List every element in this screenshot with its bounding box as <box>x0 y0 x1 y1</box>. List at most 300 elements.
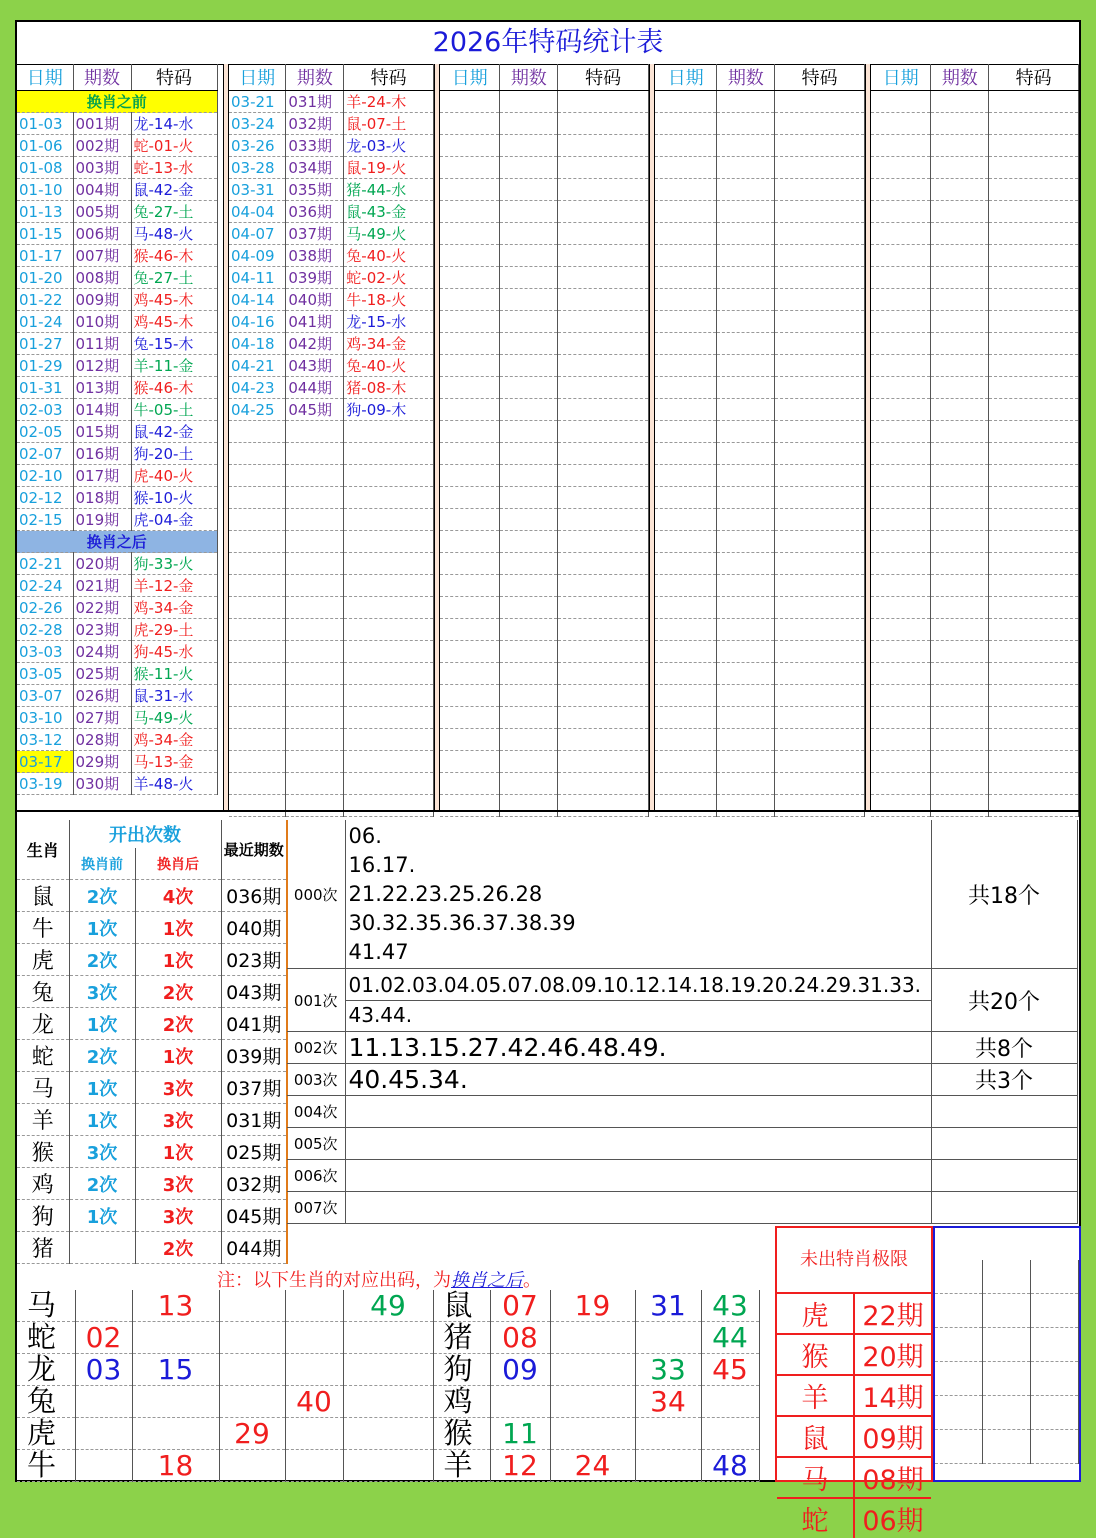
record-date: 01-31 <box>17 377 73 399</box>
record-code <box>558 91 649 113</box>
record-row <box>871 531 1079 553</box>
record-row <box>229 355 434 377</box>
record-period: 022期 <box>73 597 131 619</box>
record-period <box>717 531 775 553</box>
record-date <box>229 531 286 553</box>
record-row <box>871 619 1079 641</box>
record-period <box>500 575 558 597</box>
grid-number <box>285 1322 343 1354</box>
record-period <box>500 113 558 135</box>
freq-label-7: 007次 <box>287 1192 345 1224</box>
record-row <box>440 421 649 443</box>
record-row <box>655 685 865 707</box>
limit-period: 06期 <box>862 1506 924 1537</box>
record-code <box>558 465 649 487</box>
record-period <box>717 399 775 421</box>
record-date <box>871 91 931 113</box>
record-date <box>229 443 286 465</box>
freq-total-2: 共8个 <box>931 1032 1077 1064</box>
freq-total-0: 共18个 <box>931 820 1077 969</box>
record-code <box>989 707 1079 729</box>
record-code <box>344 509 434 531</box>
record-row <box>17 245 217 267</box>
record-period <box>500 399 558 421</box>
record-row <box>655 179 865 201</box>
grid-zodiac: 兔 <box>17 1386 75 1418</box>
record-date <box>655 619 717 641</box>
grid-number <box>75 1386 132 1418</box>
record-date <box>871 487 931 509</box>
record-date <box>655 729 717 751</box>
record-date: 02-26 <box>17 597 73 619</box>
record-period <box>717 443 775 465</box>
record-code <box>775 465 865 487</box>
record-date <box>655 289 717 311</box>
record-row <box>229 619 434 641</box>
header-recent: 最近期数 <box>221 820 287 880</box>
record-date <box>440 707 500 729</box>
record-period <box>931 421 989 443</box>
record-code <box>558 443 649 465</box>
header-before: 换肖前 <box>69 848 135 880</box>
record-period: 012期 <box>73 355 131 377</box>
record-date: 02-21 <box>17 553 73 575</box>
record-date: 02-28 <box>17 619 73 641</box>
record-code <box>775 179 865 201</box>
freq-line: 21.22.23.25.26.28 <box>348 881 543 906</box>
limit-zodiac: 羊 <box>777 1375 854 1416</box>
record-code <box>989 751 1079 773</box>
record-period: 014期 <box>73 399 131 421</box>
zodiac-name: 猴 <box>17 1136 69 1168</box>
record-code: 羊-24-木 <box>344 91 434 113</box>
count-before: 1次 <box>69 912 135 944</box>
header-period: 期数 <box>73 64 131 91</box>
grid-number <box>219 1386 285 1418</box>
record-code <box>344 487 434 509</box>
record-period <box>500 443 558 465</box>
record-period <box>286 619 344 641</box>
record-period: 044期 <box>286 377 344 399</box>
zodiac-row <box>17 1232 287 1264</box>
record-code <box>775 751 865 773</box>
grid-row <box>17 1386 759 1418</box>
record-date <box>655 685 717 707</box>
record-period <box>717 641 775 663</box>
record-code <box>344 553 434 575</box>
grid-number: 44 <box>701 1322 759 1354</box>
record-row <box>655 289 865 311</box>
record-row <box>655 487 865 509</box>
record-period: 040期 <box>286 289 344 311</box>
grid-zodiac: 羊 <box>433 1450 490 1482</box>
limit-row <box>777 1416 931 1457</box>
record-code: 马-13-金 <box>131 751 217 773</box>
record-row <box>655 245 865 267</box>
record-row <box>655 91 865 113</box>
record-period <box>931 597 989 619</box>
record-period: 020期 <box>73 553 131 575</box>
record-code <box>989 355 1079 377</box>
record-code <box>558 553 649 575</box>
record-row <box>440 91 649 113</box>
record-period <box>286 751 344 773</box>
record-code: 猴-46-木 <box>131 377 217 399</box>
record-row <box>655 619 865 641</box>
freq-label-5: 005次 <box>287 1128 345 1160</box>
record-row <box>229 531 434 553</box>
record-period: 031期 <box>286 91 344 113</box>
record-period <box>717 465 775 487</box>
grid-number <box>219 1290 285 1322</box>
record-code <box>989 619 1079 641</box>
record-row <box>440 575 649 597</box>
record-row <box>229 641 434 663</box>
record-date <box>655 377 717 399</box>
record-row <box>871 267 1079 289</box>
record-row <box>440 487 649 509</box>
record-row <box>655 531 865 553</box>
record-date <box>440 663 500 685</box>
record-row <box>440 751 649 773</box>
record-date <box>871 289 931 311</box>
grid-number <box>550 1322 635 1354</box>
limit-box <box>775 1226 933 1537</box>
record-date <box>871 311 931 333</box>
limit-row <box>777 1498 931 1538</box>
record-row <box>871 201 1079 223</box>
record-period <box>717 201 775 223</box>
record-code <box>558 289 649 311</box>
count-after: 1次 <box>135 944 221 976</box>
record-row <box>655 333 865 355</box>
record-period: 023期 <box>73 619 131 641</box>
record-code: 狗-09-木 <box>344 399 434 421</box>
grid-number <box>285 1290 343 1322</box>
record-row <box>655 223 865 245</box>
record-row <box>17 289 217 311</box>
limit-title: 未出特肖极限 <box>777 1228 931 1294</box>
record-date <box>871 377 931 399</box>
record-date <box>655 267 717 289</box>
stats-sheet <box>15 20 1081 1537</box>
count-after: 3次 <box>135 1104 221 1136</box>
record-code <box>989 729 1079 751</box>
record-code <box>989 267 1079 289</box>
record-row <box>655 267 865 289</box>
record-code: 兔-40-火 <box>344 355 434 377</box>
grid-number <box>343 1386 433 1418</box>
record-period <box>286 487 344 509</box>
record-period <box>931 795 989 817</box>
grid-number: 31 <box>635 1290 701 1322</box>
count-before: 2次 <box>69 1168 135 1200</box>
header-code: 特码 <box>131 64 217 91</box>
record-period: 041期 <box>286 311 344 333</box>
record-period <box>500 641 558 663</box>
record-row <box>440 663 649 685</box>
record-date <box>229 707 286 729</box>
record-date <box>655 245 717 267</box>
record-date: 01-29 <box>17 355 73 377</box>
zodiac-row <box>17 1040 287 1072</box>
record-period: 019期 <box>73 509 131 531</box>
record-code <box>989 377 1079 399</box>
record-code <box>989 509 1079 531</box>
header-code: 特码 <box>558 64 649 91</box>
zodiac-name: 马 <box>17 1072 69 1104</box>
freq-numbers-5 <box>345 1128 931 1160</box>
record-period <box>931 245 989 267</box>
record-date: 01-10 <box>17 179 73 201</box>
record-date <box>655 179 717 201</box>
record-date: 01-13 <box>17 201 73 223</box>
record-period <box>500 377 558 399</box>
record-row <box>17 421 217 443</box>
record-period: 021期 <box>73 575 131 597</box>
record-period <box>931 509 989 531</box>
record-period: 016期 <box>73 443 131 465</box>
record-period: 024期 <box>73 641 131 663</box>
record-period <box>717 333 775 355</box>
grid-zodiac: 牛 <box>17 1450 75 1482</box>
record-code <box>558 355 649 377</box>
record-code: 蛇-13-水 <box>131 157 217 179</box>
record-code: 马-49-火 <box>131 707 217 729</box>
record-row <box>871 399 1079 421</box>
recent-period: 025期 <box>221 1136 287 1168</box>
record-code <box>558 245 649 267</box>
record-code <box>775 597 865 619</box>
count-after: 2次 <box>135 976 221 1008</box>
record-date <box>229 619 286 641</box>
record-code <box>344 795 434 817</box>
record-row <box>655 421 865 443</box>
section-before-label: 换肖之前 <box>17 91 217 113</box>
record-date <box>440 113 500 135</box>
record-period: 027期 <box>73 707 131 729</box>
recent-period: 032期 <box>221 1168 287 1200</box>
record-row <box>655 465 865 487</box>
zodiac-row <box>17 1200 287 1232</box>
note-link[interactable]: 换肖之后 <box>451 1270 523 1291</box>
record-period: 015期 <box>73 421 131 443</box>
record-date <box>229 795 286 817</box>
record-code <box>558 201 649 223</box>
grid-zodiac: 狗 <box>433 1354 490 1386</box>
record-code: 虎-04-金 <box>131 509 217 531</box>
record-code: 牛-18-火 <box>344 289 434 311</box>
record-row <box>440 531 649 553</box>
record-period <box>717 795 775 817</box>
record-table-2 <box>229 64 434 817</box>
grid-number <box>75 1418 132 1450</box>
record-date: 01-06 <box>17 135 73 157</box>
record-code <box>775 619 865 641</box>
record-date: 01-27 <box>17 333 73 355</box>
record-period <box>717 135 775 157</box>
record-row <box>229 487 434 509</box>
draw-record-section <box>17 64 1079 810</box>
record-code <box>989 553 1079 575</box>
record-row <box>440 795 649 817</box>
record-period <box>500 179 558 201</box>
record-row <box>871 289 1079 311</box>
record-row <box>229 575 434 597</box>
record-code <box>558 729 649 751</box>
record-code <box>558 267 649 289</box>
record-code <box>989 597 1079 619</box>
grid-number: 09 <box>490 1354 550 1386</box>
zodiac-row <box>17 976 287 1008</box>
record-date <box>655 707 717 729</box>
record-table-4 <box>655 64 865 817</box>
grid-row <box>17 1290 759 1322</box>
record-period <box>931 113 989 135</box>
record-period <box>717 487 775 509</box>
blue-frame-box <box>933 1226 1081 1482</box>
limit-row <box>777 1294 931 1334</box>
grid-zodiac: 蛇 <box>17 1322 75 1354</box>
record-period <box>500 223 558 245</box>
record-date <box>229 641 286 663</box>
grid-number: 18 <box>132 1450 219 1482</box>
recent-period: 043期 <box>221 976 287 1008</box>
record-code <box>989 399 1079 421</box>
record-row <box>17 267 217 289</box>
record-period <box>500 311 558 333</box>
record-date: 04-25 <box>229 399 286 421</box>
record-code <box>558 751 649 773</box>
freq-line: 41.47 <box>348 939 409 964</box>
record-code: 鼠-07-土 <box>344 113 434 135</box>
freq-label-1: 001次 <box>287 969 345 1032</box>
record-date <box>440 201 500 223</box>
record-date <box>871 465 931 487</box>
record-row <box>871 751 1079 773</box>
zodiac-name: 鸡 <box>17 1168 69 1200</box>
recent-period: 044期 <box>221 1232 287 1264</box>
record-period <box>500 531 558 553</box>
record-period <box>717 245 775 267</box>
record-row <box>17 619 217 641</box>
record-period: 043期 <box>286 355 344 377</box>
grid-number <box>635 1418 701 1450</box>
record-code <box>558 531 649 553</box>
record-code: 狗-45-水 <box>131 641 217 663</box>
record-date <box>655 531 717 553</box>
record-code <box>775 553 865 575</box>
record-date <box>655 113 717 135</box>
grid-number: 02 <box>75 1322 132 1354</box>
record-period <box>931 201 989 223</box>
record-row <box>440 267 649 289</box>
record-period <box>717 685 775 707</box>
grid-number: 11 <box>490 1418 550 1450</box>
record-row <box>655 443 865 465</box>
header-period: 期数 <box>931 64 989 91</box>
record-code <box>989 685 1079 707</box>
header-period: 期数 <box>717 64 775 91</box>
record-period <box>931 289 989 311</box>
count-after: 1次 <box>135 1136 221 1168</box>
record-date <box>871 619 931 641</box>
freq-numbers-3: 40.45.34. <box>345 1064 931 1096</box>
record-row <box>229 399 434 421</box>
record-code: 狗-20-土 <box>131 443 217 465</box>
freq-label-4: 004次 <box>287 1096 345 1128</box>
record-period <box>717 179 775 201</box>
grid-number <box>219 1322 285 1354</box>
record-date <box>871 707 931 729</box>
record-date: 03-03 <box>17 641 73 663</box>
record-row <box>229 245 434 267</box>
freq-numbers-0 <box>345 820 931 969</box>
record-period <box>500 553 558 575</box>
freq-total-5 <box>931 1128 1077 1160</box>
record-period <box>931 135 989 157</box>
record-period <box>931 399 989 421</box>
recent-period: 031期 <box>221 1104 287 1136</box>
record-code <box>989 575 1079 597</box>
record-period <box>931 267 989 289</box>
record-row <box>17 597 217 619</box>
record-date <box>871 399 931 421</box>
record-date: 02-10 <box>17 465 73 487</box>
record-period <box>717 597 775 619</box>
record-group-3 <box>440 64 649 810</box>
record-row <box>229 113 434 135</box>
record-period: 001期 <box>73 113 131 135</box>
record-group-4 <box>655 64 865 810</box>
record-code <box>775 157 865 179</box>
header-code: 特码 <box>989 64 1079 91</box>
section-after-label: 换肖之后 <box>17 531 217 553</box>
record-code <box>989 531 1079 553</box>
record-period: 006期 <box>73 223 131 245</box>
record-date <box>655 641 717 663</box>
grid-number: 07 <box>490 1290 550 1322</box>
record-period: 005期 <box>73 201 131 223</box>
record-period: 008期 <box>73 267 131 289</box>
grid-number <box>635 1322 701 1354</box>
record-code <box>775 377 865 399</box>
freq-line: 06. <box>348 823 382 848</box>
record-date: 01-20 <box>17 267 73 289</box>
record-code <box>989 487 1079 509</box>
record-date <box>440 597 500 619</box>
header-date: 日期 <box>17 64 73 91</box>
record-code <box>775 355 865 377</box>
record-date <box>440 223 500 245</box>
limit-period: 14期 <box>854 1375 931 1416</box>
record-period <box>286 641 344 663</box>
record-row <box>440 399 649 421</box>
record-code <box>344 619 434 641</box>
record-period <box>500 795 558 817</box>
record-row <box>871 223 1079 245</box>
record-row <box>229 377 434 399</box>
record-period <box>931 685 989 707</box>
record-row <box>229 157 434 179</box>
record-code <box>989 443 1079 465</box>
record-period: 013期 <box>73 377 131 399</box>
record-row <box>655 377 865 399</box>
recent-period: 041期 <box>221 1008 287 1040</box>
record-code <box>558 575 649 597</box>
record-date <box>440 465 500 487</box>
count-after: 1次 <box>135 1040 221 1072</box>
